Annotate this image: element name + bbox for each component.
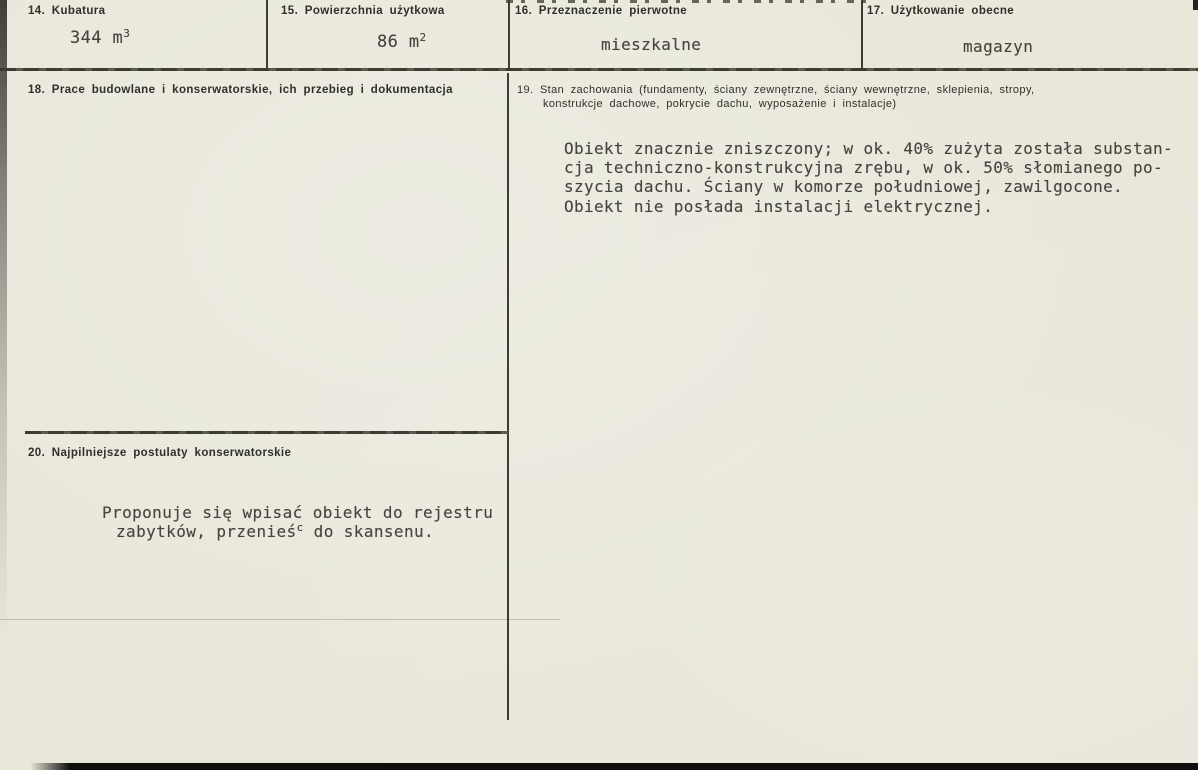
scan-corner-mark: [1193, 0, 1198, 10]
field-15-value: 86 $m^2$: [377, 31, 427, 52]
field-19-label-line2: konstrukcje dachowe, pokrycie dachu, wyposażenie i instalacje): [543, 98, 897, 110]
field-14-value: 344 $m^3$: [70, 27, 131, 48]
field-19-text-line: cja techniczno-konstrukcyjna zrębu, w ok. 50% słomianego po-: [564, 158, 1163, 178]
field-17-label: 17. Użytkowanie obecne: [867, 5, 1015, 17]
field-20-text-line2: zabytków, przenieś$^c$ do skansenu.: [116, 521, 435, 541]
field-15-label: 15. Powierzchnia użytkowa: [281, 5, 445, 17]
rule-below-top-row: [0, 68, 1198, 71]
field-14-label: 14. Kubatura: [28, 5, 106, 17]
field-18-label: 18. Prace budowlane i konserwatorskie, ich przebieg i dokumentacja: [28, 84, 453, 96]
field-16-value: mieszkalne: [601, 35, 702, 54]
field-16-label: 16. Przeznaczenie pierwotne: [515, 5, 688, 17]
field-19-text: [564, 139, 1173, 216]
divider-15-16: [508, 0, 510, 69]
scan-scratch-line: [0, 619, 560, 620]
field-19-text-line: Obiekt nie posłada instalacji elektrycznej.: [564, 196, 994, 216]
field-20-superscript-correction: c: [296, 521, 304, 534]
field-19-text-line: Obiekt znacznie zniszczony; w ok. 40% zużyta została substan-: [564, 139, 1173, 158]
field-14-value-superscript: 3: [123, 27, 131, 40]
field-20-label: 20. Najpilniejsze postulaty konserwatorskie: [28, 447, 292, 459]
scan-bottom-edge: [30, 763, 1198, 770]
divider-main-columns: [507, 73, 509, 720]
field-20-text-line1: Proponuje się wpisać obiekt do rejestru: [102, 503, 494, 522]
divider-16-17: [861, 0, 863, 69]
field-15-value-superscript: 2: [419, 31, 427, 44]
divider-14-15: [266, 0, 268, 69]
rule-18-20: [25, 431, 508, 434]
scan-edge-shadow: [0, 0, 7, 640]
clipped-text-artifact: [506, 0, 878, 3]
field-19-text-line: szycia dachu. Ściany w komorze południowej, zawilgocone.: [564, 177, 1124, 197]
field-19-label-line1: 19. Stan zachowania (fundamenty, ściany zewnętrzne, ściany wewnętrzne, sklepienia, stropy,: [517, 84, 1035, 96]
field-17-value: magazyn: [963, 37, 1034, 56]
